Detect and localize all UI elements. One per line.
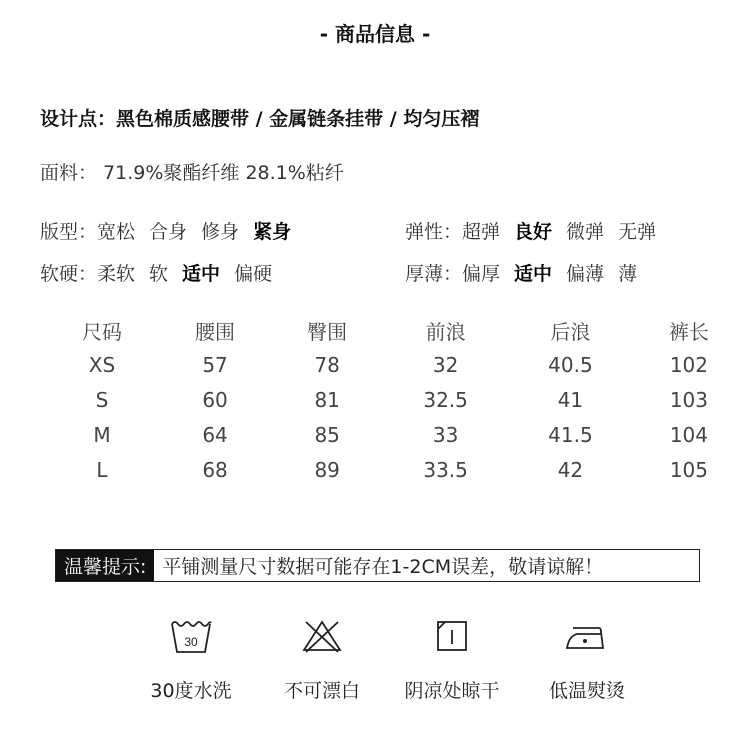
attr-option: 超弹 xyxy=(462,221,501,243)
attr-thickness xyxy=(405,259,651,286)
section-title: - 商品信息 - xyxy=(319,22,431,46)
attr-option: 柔软 xyxy=(97,263,136,285)
attr-option: 薄 xyxy=(618,263,638,285)
table-cell: 89 xyxy=(314,457,340,482)
table-row xyxy=(45,382,745,417)
attr-elasticity xyxy=(405,217,670,244)
size-table-header xyxy=(45,313,745,347)
attr-option: 微弹 xyxy=(566,221,605,243)
header-cell: 臀围 xyxy=(307,319,348,344)
attr-softness-options xyxy=(97,259,286,286)
table-row xyxy=(45,452,745,487)
attr-option: 无弹 xyxy=(618,221,657,243)
low-iron-icon xyxy=(563,616,611,656)
table-cell: 41 xyxy=(557,387,584,412)
attr-elasticity-options xyxy=(462,217,670,244)
attr-option: 软 xyxy=(149,263,169,285)
attr-fit-options xyxy=(97,217,305,244)
table-cell: 42 xyxy=(557,457,584,482)
design-points: 设计点：黑色棉质感腰带 / 金属链条挂带 / 均匀压褶 xyxy=(40,108,480,130)
tip-box xyxy=(55,549,700,582)
attr-option: 适中 xyxy=(514,263,553,285)
table-cell: 104 xyxy=(669,422,709,447)
care-iron xyxy=(517,616,657,703)
attr-option: 适中 xyxy=(182,263,221,285)
care-bleach xyxy=(252,616,392,703)
attr-elasticity-label: 弹性： xyxy=(405,221,463,243)
table-cell: 103 xyxy=(669,387,709,412)
table-cell: S xyxy=(95,387,109,412)
attr-option: 宽松 xyxy=(97,221,136,243)
table-cell: 85 xyxy=(314,422,340,447)
care-wash xyxy=(121,616,261,703)
table-cell: 81 xyxy=(314,387,340,412)
table-cell: 41.5 xyxy=(548,422,593,447)
attr-option: 良好 xyxy=(514,221,553,243)
table-row xyxy=(45,347,745,382)
header-cell: 后浪 xyxy=(550,319,591,344)
table-cell: M xyxy=(93,422,111,447)
attr-fit-label: 版型： xyxy=(40,221,98,243)
attr-thickness-options xyxy=(462,259,651,286)
shade-dry-icon xyxy=(430,616,474,656)
wash-30-icon xyxy=(169,616,213,656)
table-cell: XS xyxy=(88,352,116,377)
care-label: 阴凉处晾干 xyxy=(404,680,500,702)
care-label: 低温熨烫 xyxy=(548,680,625,702)
table-cell: 105 xyxy=(669,457,709,482)
attr-softness xyxy=(40,259,286,286)
care-dry xyxy=(382,616,522,703)
table-cell: 68 xyxy=(202,457,228,482)
table-cell: 33 xyxy=(432,422,459,447)
table-cell: 32 xyxy=(432,352,459,377)
table-cell: 33.5 xyxy=(423,457,468,482)
care-label: 30度水洗 xyxy=(150,680,232,702)
attr-option: 合身 xyxy=(149,221,188,243)
size-table xyxy=(45,313,745,487)
table-cell: 32.5 xyxy=(423,387,468,412)
table-cell: 40.5 xyxy=(548,352,593,377)
header-cell: 前浪 xyxy=(425,319,466,344)
tip-label: 温馨提示: xyxy=(56,550,154,581)
fabric-info: 面料： 71.9%聚酯纤维 28.1%粘纤 xyxy=(40,162,344,184)
care-label: 不可漂白 xyxy=(283,680,360,702)
attr-fit xyxy=(40,217,305,244)
attr-option: 偏硬 xyxy=(234,263,273,285)
table-cell: 57 xyxy=(202,352,228,377)
header-cell: 腰围 xyxy=(195,319,236,344)
attr-option: 紧身 xyxy=(253,221,292,243)
table-cell: 60 xyxy=(202,387,228,412)
table-cell: 78 xyxy=(314,352,340,377)
attr-softness-label: 软硬： xyxy=(40,263,98,285)
attr-option: 偏薄 xyxy=(566,263,605,285)
header-cell: 裤长 xyxy=(668,319,709,344)
no-bleach-icon xyxy=(300,616,344,656)
table-cell: 64 xyxy=(202,422,228,447)
tip-text: 平铺测量尺寸数据可能存在1-2CM误差，敬请谅解！ xyxy=(162,556,604,578)
table-cell: L xyxy=(96,457,108,482)
table-row xyxy=(45,417,745,452)
wash-temp-text: 30 xyxy=(184,635,198,649)
attr-option: 修身 xyxy=(201,221,240,243)
attr-option: 偏厚 xyxy=(462,263,501,285)
attr-thickness-label: 厚薄： xyxy=(405,263,463,285)
header-cell: 尺码 xyxy=(82,319,122,344)
table-cell: 102 xyxy=(669,352,709,377)
